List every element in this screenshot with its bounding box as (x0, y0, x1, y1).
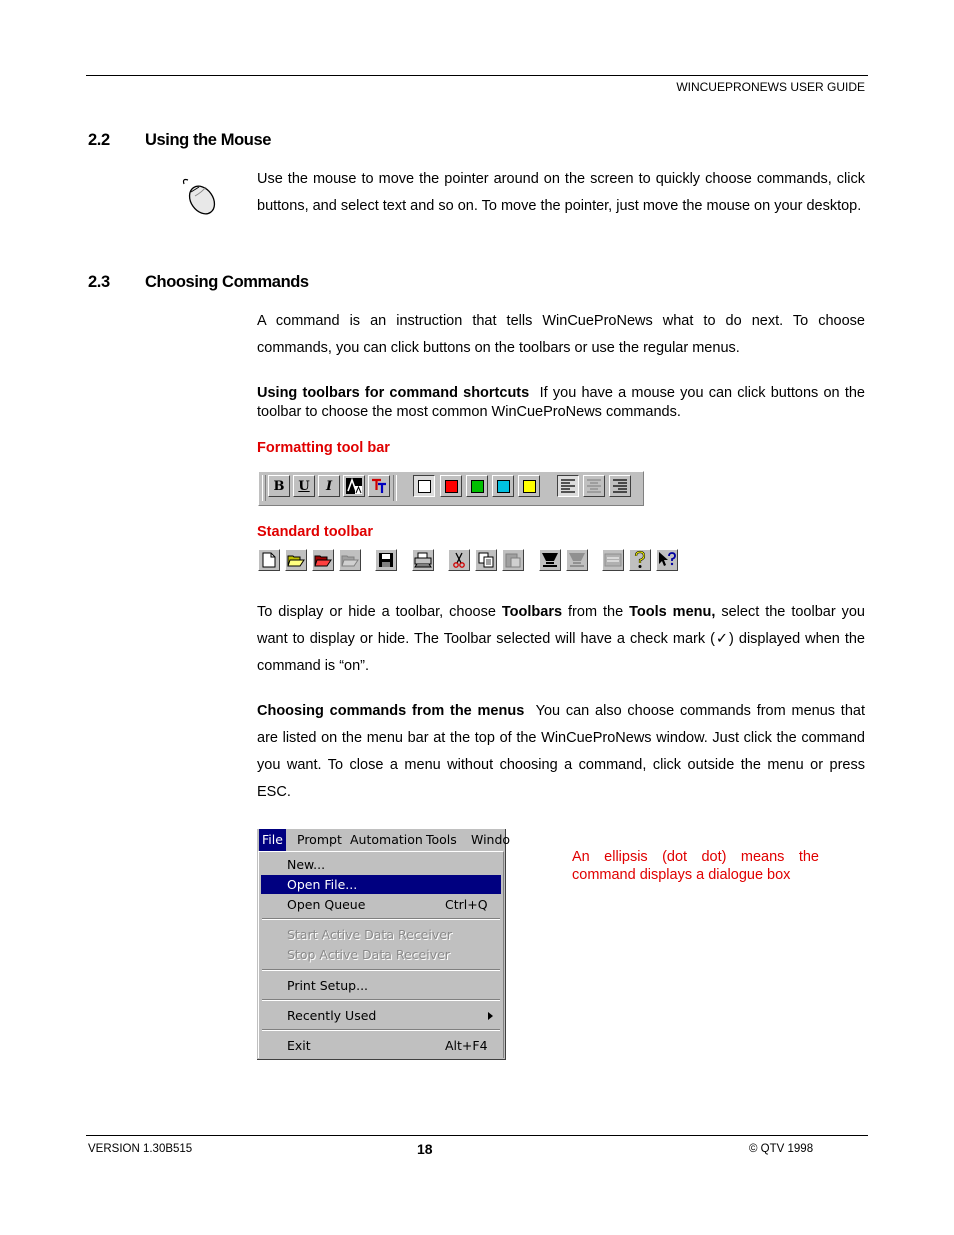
menu-item-shortcut: Alt+F4 (445, 1038, 488, 1053)
standard-toolbar-label: Standard toolbar (257, 524, 374, 540)
menu-item-label: Stop Active Data Receiver (287, 947, 450, 962)
footer-copyright: © QTV 1998 (749, 1143, 814, 1155)
menu-item-start-receiver[interactable] (261, 925, 501, 944)
page-number: 18 (417, 1141, 433, 1157)
copy-button[interactable] (475, 549, 497, 571)
ellipsis-note: An ellipsis (dot dot) means the command displays a dialogue box (572, 849, 819, 883)
menu-item-exit[interactable] (261, 1036, 501, 1055)
save-button[interactable] (375, 549, 397, 571)
floppy-disk-icon (378, 552, 394, 568)
menu-separator (262, 969, 500, 971)
menu-separator (262, 1029, 500, 1031)
formatting-toolbar-label: Formatting tool bar (257, 440, 390, 456)
menu-bar (257, 829, 511, 851)
menu-automation[interactable]: Automation (350, 832, 423, 847)
prompter-button[interactable] (539, 549, 561, 571)
display-text-3: select the toolbar you want to display or hide. The Toolbar selected will have a check mark (✓) displayed when the command is “on”. (257, 604, 866, 674)
menu-file[interactable]: File (259, 829, 286, 851)
gray-monitor-icon (568, 552, 586, 568)
disabled-folder-button[interactable] (339, 549, 361, 571)
open-folder-button[interactable] (285, 549, 307, 571)
open-folder-icon (287, 553, 305, 568)
menu-item-label: Print Setup... (287, 978, 369, 993)
align-center-icon (586, 479, 602, 493)
menu-item-new[interactable] (261, 855, 501, 874)
help-button[interactable] (629, 549, 651, 571)
text-style-button[interactable] (368, 475, 390, 497)
display-text-1: To display or hide a toolbar, choose (257, 604, 502, 620)
menu-item-open-queue[interactable] (261, 895, 501, 914)
menu-window[interactable]: Windo (471, 832, 511, 847)
menu-item-open-file[interactable] (261, 875, 501, 894)
standard-toolbar (258, 549, 682, 576)
reverse-text-button[interactable] (343, 475, 365, 497)
mouse-paragraph: Use the mouse to move the pointer around on the screen to quickly choose commands, click buttons, and select text and so on. To move the pointer, just move the mouse on your desktop. (257, 171, 865, 214)
red-folder-icon (314, 553, 332, 568)
footer-version: VERSION 1.30B515 (88, 1143, 193, 1155)
paste-button[interactable] (502, 549, 524, 571)
file-menu-screenshot (257, 829, 511, 1060)
align-right-icon (612, 479, 628, 493)
green-swatch-icon (471, 480, 484, 493)
copy-icon (478, 552, 494, 568)
toolbar-separator (393, 475, 397, 501)
disabled-prompter-button[interactable] (566, 549, 588, 571)
menu-item-label: New... (287, 857, 326, 872)
disabled-tool-button[interactable] (602, 549, 624, 571)
menus-text: You can also choose commands from menus that are listed on the menu bar at the top of the WinCueProNews window. Just click the command you want. To close a menu without choosing a command, click outside the menu or press ESC. (257, 703, 865, 800)
printer-icon (414, 552, 432, 568)
color-green-button[interactable] (466, 475, 488, 497)
underline-button[interactable]: U (293, 475, 315, 497)
new-document-icon (262, 552, 276, 568)
mouse-icon (180, 174, 222, 218)
text-style-icon (370, 477, 388, 495)
italic-button[interactable]: I (318, 475, 340, 497)
toolbar-heading: Using toolbars for command shortcuts (257, 385, 530, 401)
pointer-help-icon (658, 551, 676, 569)
menu-item-label: Open File... (287, 877, 358, 892)
monitor-icon (541, 552, 559, 568)
command-paragraph: A command is an instruction that tells WinCueProNews what to do next. To choose commands, you can click buttons on the toolbars or use the regular menus. (257, 313, 865, 356)
tools-menu-reference: Tools menu, (629, 604, 716, 620)
menu-item-label: Exit (287, 1038, 311, 1053)
menus-heading: Choosing commands from the menus (257, 703, 525, 719)
toolbars-command: Toolbars (501, 604, 563, 620)
reverse-text-icon (345, 477, 363, 495)
white-swatch-icon (418, 480, 431, 493)
file-dropdown (258, 851, 504, 1058)
header-rule (86, 75, 868, 76)
menu-item-label: Recently Used (287, 1008, 377, 1023)
section-2-2-heading (88, 131, 271, 150)
menu-tools[interactable]: Tools (426, 832, 457, 847)
menu-item-recently-used[interactable] (261, 1006, 501, 1025)
align-left-button[interactable] (557, 475, 579, 497)
submenu-arrow-icon (488, 1012, 493, 1020)
toolbar-grip[interactable] (262, 475, 266, 501)
section-number: 2.2 (88, 131, 110, 149)
formatting-toolbar (258, 471, 644, 506)
menu-separator (262, 918, 500, 920)
open-queue-button[interactable] (312, 549, 334, 571)
question-mark-icon (633, 551, 647, 569)
menu-item-shortcut: Ctrl+Q (445, 897, 488, 912)
section-2-3-heading (88, 273, 309, 292)
scissors-icon (452, 552, 466, 568)
color-cyan-button[interactable] (492, 475, 514, 497)
cyan-swatch-icon (497, 480, 510, 493)
yellow-swatch-icon (523, 480, 536, 493)
color-white-button[interactable] (413, 475, 435, 497)
context-help-button[interactable] (656, 549, 678, 571)
footer-rule (86, 1135, 868, 1136)
menus-paragraph (257, 698, 865, 806)
paste-icon (505, 552, 521, 568)
align-left-icon (560, 479, 576, 493)
new-document-button[interactable] (258, 549, 280, 571)
menu-separator (262, 999, 500, 1001)
section-number: 2.3 (88, 273, 110, 291)
align-center-button[interactable] (583, 475, 605, 497)
toolbar-text: If you have a mouse you can click buttons on the toolbar to choose the most common WinCueProNews commands. (257, 385, 865, 420)
menu-item-print-setup[interactable] (261, 976, 501, 995)
gray-tool-icon (604, 552, 622, 568)
section-title: Using the Mouse (145, 131, 272, 149)
menu-item-label: Start Active Data Receiver (287, 927, 453, 942)
print-button[interactable] (412, 549, 434, 571)
menu-prompt[interactable]: Prompt (297, 832, 342, 847)
header-title: WINCUEPRONEWS USER GUIDE (676, 80, 865, 94)
display-text-2: from the (562, 604, 630, 620)
bold-button[interactable]: B (268, 475, 290, 497)
cut-button[interactable] (448, 549, 470, 571)
toolbar-paragraph (257, 384, 865, 422)
section-title: Choosing Commands (145, 273, 309, 291)
color-red-button[interactable] (440, 475, 462, 497)
gray-folder-icon (341, 553, 359, 568)
display-toolbar-paragraph (257, 599, 865, 680)
align-right-button[interactable] (609, 475, 631, 497)
menu-item-label: Open Queue (287, 897, 366, 912)
menu-item-stop-receiver[interactable] (261, 945, 501, 964)
red-swatch-icon (445, 480, 458, 493)
color-yellow-button[interactable] (518, 475, 540, 497)
